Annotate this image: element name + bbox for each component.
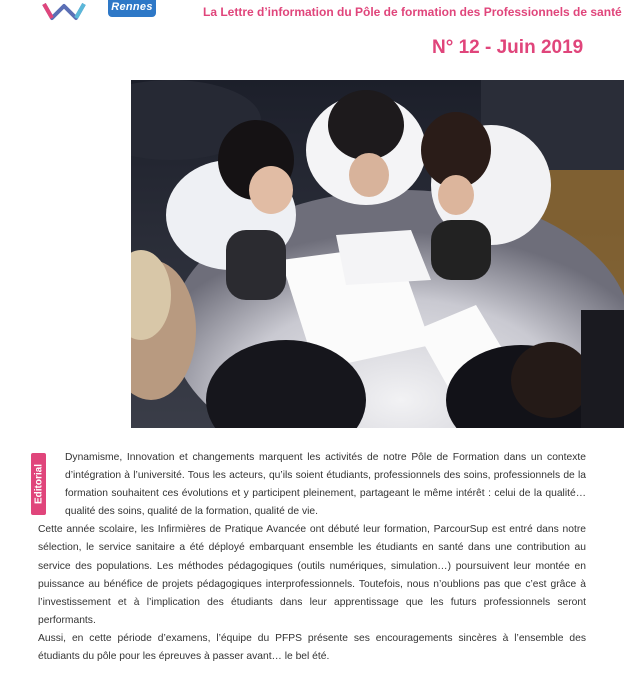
issue-number: N° 12 - Juin 2019 [432,37,584,58]
editorial-paragraph: Dynamisme, Innovation et changements marquent les activités de notre Pôle de Formation dans un contexte d’intégration à l’université. Tous les acteurs, qu’ils soient étudiants, professionnels des soins, professionnels de la formation souhaitent ces évolutions et y participent pleinement, partageant le même intérêt : celui de la qualité… qualité des soins, qualité de la formation, qualité de vie. [65,452,586,518]
editorial-paragraph: Aussi, en cette période d’examens, l’équipe du PFPS présente ses encouragements sincères à l’ensemble des étudiants du pôle pour les épreuves à passer avant… le bel été. [38,632,586,663]
editorial-paragraph: Cette année scolaire, les Infirmières de Pratique Avancée ont débuté leur formation, ParcourSup est entré dans notre sélection, le service sanitaire a été déployé embarquant ensemble les étudiants en santé dans une contribution au service des populations. Les méthodes pédagogiques (outils numériques, simulation…) poursuivent leur montée en puissance au bénéfice de projets pédagogiques interprofessionnels. Toutefois, nous n’oublions pas que c’est grâce à l’investissement et à l’implication des étudiants dans leur apprentissage que les futurs professionnels seront performants. [38,524,586,626]
editorial-text [38,449,586,666]
newsletter-subtitle: La Lettre d’information du Pôle de formation des Professionnels de santé [203,5,622,19]
university-logo-icon [42,0,86,22]
students-working-photo [131,80,624,428]
rennes-logo: Rennes [108,0,156,17]
editorial-tab-label: Editorial [33,463,44,505]
